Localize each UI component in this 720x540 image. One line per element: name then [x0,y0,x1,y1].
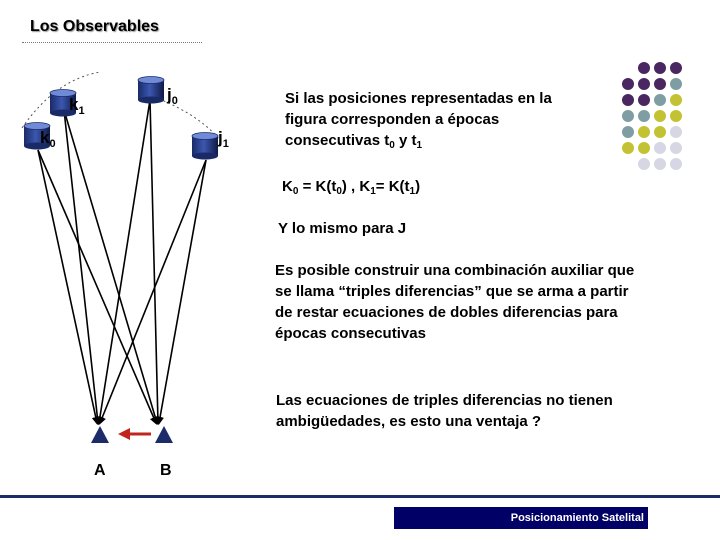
signal-j1-to-b [159,160,206,423]
signal-k0-to-b [38,150,156,423]
label-j1: $j_1$ [218,128,229,150]
decorative-dot [670,78,682,90]
signal-j0-to-b [150,100,158,423]
paragraph-epochs: Si las posiciones representadas en la figura corresponden a épocas consecutivas $t_0$ y $t_1$ [285,90,552,151]
decorative-dot [638,94,650,106]
red-arrow-icon [118,428,151,440]
paragraph-same-for-j: Y lo mismo para J [278,220,407,237]
satellite-j1-icon [192,133,218,160]
decorative-dot [654,94,666,106]
decorative-dot [622,142,634,154]
footer-rule [0,495,720,498]
decorative-dot-grid [620,62,690,174]
decorative-dot [670,110,682,122]
decorative-dot [622,94,634,106]
decorative-dot [670,94,682,106]
decorative-dot [654,158,666,170]
receiver-a-label: A [94,462,106,479]
equation-k: $K_0 = K(t_0)$ , $K_1= K(t_1)$ [282,178,421,197]
decorative-dot [638,110,650,122]
page-title: Los Observables [30,18,159,35]
decorative-dot [670,158,682,170]
signal-k1-to-b [64,110,157,423]
paragraph-no-ambiguities: Las ecuaciones de triples diferencias no tienen ambigüedades, es esto una ventaja ? [276,392,613,430]
receiver-b-icon [155,426,173,443]
label-k1: $k_1$ [69,95,85,117]
decorative-dot [638,78,650,90]
decorative-dot [638,158,650,170]
decorative-dot [670,126,682,138]
paragraph-triple-differences: Es posible construir una combinación auxiliar que se llama “triples diferencias” que se arma a partir de restar ecuaciones de dobles diferencias para épocas consecutivas [275,262,635,342]
label-k0: $k_0$ [40,128,56,150]
label-j0: $j_0$ [167,85,178,107]
decorative-dot [622,110,634,122]
decorative-dot [654,78,666,90]
decorative-dot [654,142,666,154]
satellite-j0-icon [138,77,164,104]
footer-label: Posicionamiento Satelital [394,507,648,529]
decorative-dot [622,78,634,90]
decorative-dot [670,142,682,154]
receiver-a-icon [91,426,109,443]
receiver-b-label: B [160,462,172,479]
decorative-dot [654,110,666,122]
decorative-dot [622,126,634,138]
decorative-dot [654,62,666,74]
decorative-dot [654,126,666,138]
decorative-dot [638,142,650,154]
decorative-dot [638,126,650,138]
decorative-dot [638,62,650,74]
signal-k1-to-a [64,110,98,423]
decorative-dot [670,62,682,74]
